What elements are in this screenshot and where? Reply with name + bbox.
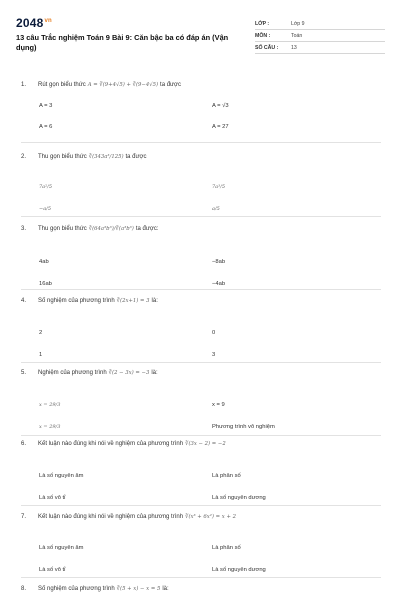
question-3 [21,224,381,287]
question-text: Thu gọn biểu thức [38,154,87,160]
question-text: Thu gọn biểu thức [38,226,87,232]
question-tail: ta được [125,154,147,160]
question-math: ∛(2x+1) = 3 [116,298,150,304]
option-c[interactable]: Là số vô tỉ [39,567,66,573]
question-number: 2. [21,154,27,160]
option-a[interactable]: Là số nguyên âm [39,473,84,479]
meta-value: 13 [291,44,297,51]
option-c[interactable]: A = 6 [39,124,53,130]
question-number: 1. [21,82,27,88]
meta-table [255,18,385,54]
question-math: ∛(5 + x) − x = 5 [116,586,161,592]
document-header [15,14,385,62]
meta-row-subject [255,30,385,42]
question-7 [21,512,381,572]
divider [21,216,381,217]
question-number: 7. [21,514,27,520]
question-math: ∛(x³ + 6x²) = x + 2 [185,514,236,520]
question-6 [21,439,381,499]
question-4 [21,296,381,356]
meta-value: Toán [291,32,303,39]
question-1 [21,80,381,130]
option-d[interactable]: Là số nguyên dương [212,495,266,501]
option-d[interactable]: Là số nguyên dương [212,567,266,573]
divider [21,435,381,436]
question-math: ∛(343a³/125) [88,154,124,160]
divider [21,362,381,363]
question-math: ∛(64a³b³)/∛(a³b³) [88,226,134,232]
page-title: 13 câu Trắc nghiệm Toán 9 Bài 9: Căn bậc ba có đáp án (Vận dụng) [16,33,229,52]
option-a[interactable]: x = 29/3 [39,402,61,408]
divider [21,577,381,578]
question-text: Số nghiệm của phương trình [38,586,115,592]
question-text: Số nghiệm của phương trình [38,298,115,304]
question-tail: là: [151,298,158,304]
option-a[interactable]: 7a²/5 [39,184,53,190]
meta-value: Lớp 9 [291,20,305,27]
divider [21,505,381,506]
option-b[interactable]: A = √3 [212,103,229,109]
meta-row-count [255,42,385,54]
question-number: 5. [21,370,27,376]
question-number: 3. [21,226,27,232]
divider [21,142,381,143]
question-text: Kết luận nào đúng khi nói về nghiệm của phương trình [38,441,184,447]
option-c[interactable]: −a/5 [39,206,52,212]
option-b[interactable]: 0 [212,330,216,336]
option-a[interactable]: Là số nguyên âm [39,545,84,551]
option-b[interactable]: −8ab [212,259,226,265]
meta-key: SỐ CÂU : [255,44,279,51]
logo-suffix: vn [44,18,52,24]
option-a[interactable]: 4ab [39,259,49,265]
option-d[interactable]: 3 [212,352,216,358]
question-number: 4. [21,298,27,304]
divider [21,289,381,290]
question-text: Kết luận nào đúng khi nói về nghiệm của phương trình [38,514,184,520]
meta-key: MÔN : [255,32,271,39]
option-a[interactable]: A = 3 [39,103,53,109]
question-number: 6. [21,441,27,447]
question-tail: là: [151,370,158,376]
question-number: 8. [21,586,27,592]
option-d[interactable]: Phương trình vô nghiệm [212,424,275,430]
option-c[interactable]: 1 [39,352,43,358]
question-math: ∛(2 − 3x) = −3 [108,370,150,376]
option-d[interactable]: A = 27 [212,124,229,130]
question-text: Nghiệm của phương trình [38,370,107,376]
option-b[interactable]: 7a³/5 [212,184,226,190]
option-d[interactable]: a/5 [212,206,220,212]
site-logo[interactable] [16,16,52,30]
meta-key: LỚP : [255,20,270,27]
option-c[interactable]: 16ab [39,281,52,287]
question-math: ∛(3x − 2) = −2 [185,441,226,447]
meta-row-class [255,18,385,30]
question-2 [21,152,381,212]
question-8 [21,584,381,594]
option-a[interactable]: 2 [39,330,43,336]
question-tail: là: [162,586,169,592]
option-b[interactable]: Là phân số [212,545,241,551]
question-tail: ta được: [135,226,159,232]
option-d[interactable]: −4ab [212,281,226,287]
option-b[interactable]: Là phân số [212,473,241,479]
question-tail: ta được [160,82,181,88]
option-c[interactable]: x = 29/3 [39,424,61,430]
question-text: Rút gọn biểu thức [38,82,86,88]
option-b[interactable]: x = 9 [212,402,225,408]
logo-text: 2048 [16,16,44,30]
question-math: A = ∛(9+4√5) + ∛(9−4√5) [87,82,159,88]
option-c[interactable]: Là số vô tỉ [39,495,66,501]
question-5 [21,368,381,428]
